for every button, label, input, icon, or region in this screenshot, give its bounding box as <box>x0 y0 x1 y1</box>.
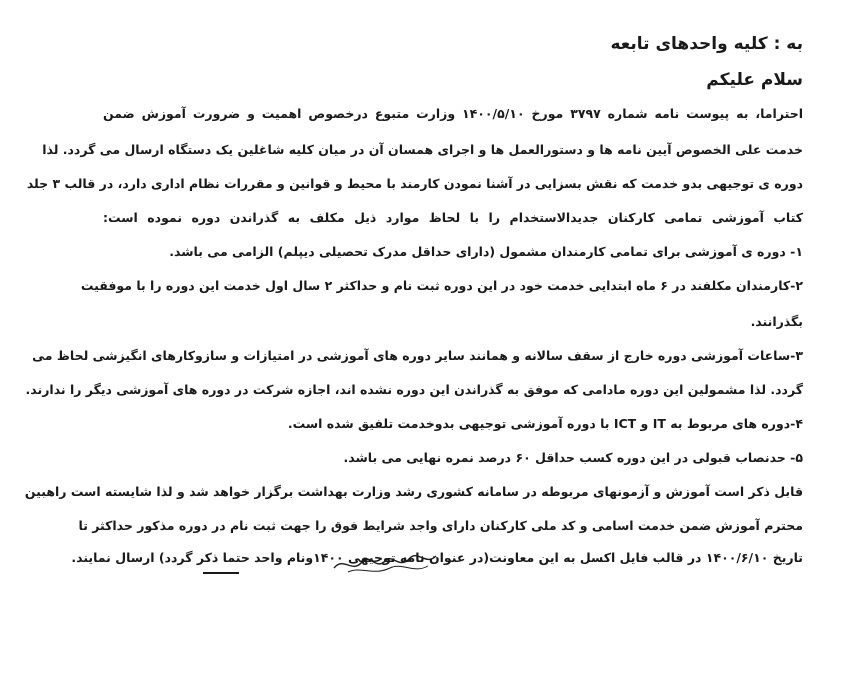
body-line: کتاب آموزشی تمامی کارکنان جدیدالاستخدام را با لحاظ موارد ذیل مکلف به گذراندن دوره نموده است: <box>103 210 803 225</box>
body-line: گردد. لذا مشمولین این دوره مادامی که موفق به گذراندن این دوره نشده اند، اجازه شرکت در دوره های آموزشی دیگر را ندارند. <box>25 382 803 397</box>
body-line: احتراما، به پیوست نامه شماره ۳۷۹۷ مورخ ۱۴۰۰/۵/۱۰ وزارت متبوع درخصوص اهمیت و ضرورت آموزش ضمن <box>103 106 803 121</box>
body-line: ۲-کارمندان مکلفند در ۶ ماه ابتدایی خدمت خود در این دوره ثبت نام و حداکثر ۲ سال اول خدمت این دوره را با موفقیت <box>80 278 803 293</box>
body-line: ۵- حدنصاب قبولی در این دوره کسب حداقل ۶۰ درصد نمره نهایی می باشد. <box>343 450 803 465</box>
body-line: دوره ی توجیهی بدو خدمت که نقش بسزایی در آشنا نمودن کارمند با محیط و قوانین و مقررات نظام اداری دارد، در قالب ۳ جلد <box>26 176 803 191</box>
handwritten-signature <box>330 548 440 580</box>
body-line: قابل ذکر است آموزش و آزمونهای مربوطه در سامانه کشوری رشد وزارت بهداشت برگزار خواهد شد و لذا شایسته است راهبین <box>24 484 803 499</box>
underline-mark <box>203 572 239 574</box>
body-line: تاریخ ۱۴۰۰/۶/۱۰ در قالب فایل اکسل به این معاونت(در عنوان نامه توجیهی ۱۴۰۰ونام واحد حتما ذکر گردد) ارسال نمایند. <box>71 550 803 565</box>
recipient-line: به : کلیه واحدهای تابعه <box>610 34 803 54</box>
body-line: ۱- دوره ی آموزشی برای تمامی کارمندان مشمول (دارای حداقل مدرک تحصیلی دیپلم) الزامی می باشد. <box>169 244 803 259</box>
body-line: محترم آموزش ضمن خدمت اسامی و کد ملی کارکنان دارای واجد شرایط فوق را جهت ثبت نام در دوره مذکور حداکثر تا <box>78 518 803 533</box>
body-line: بگذرانند. <box>750 314 803 329</box>
body-line: ۳-ساعات آموزشی دوره خارج از سقف سالانه و همانند سایر دوره های آموزشی در امتیازات و سازوکارهای انگیزشی لحاظ می <box>32 348 803 363</box>
greeting-line: سلام علیکم <box>706 70 803 90</box>
body-line: خدمت علی الخصوص آیین نامه ها و دستورالعمل ها و اجرای همسان آن در میان کلیه شاغلین یک دستگاه ارسال می گردد. لذا <box>42 142 803 157</box>
body-line: ۴-دوره های مربوط به IT و ICT با دوره آموزشی توجیهی بدوخدمت تلفیق شده است. <box>287 416 803 431</box>
